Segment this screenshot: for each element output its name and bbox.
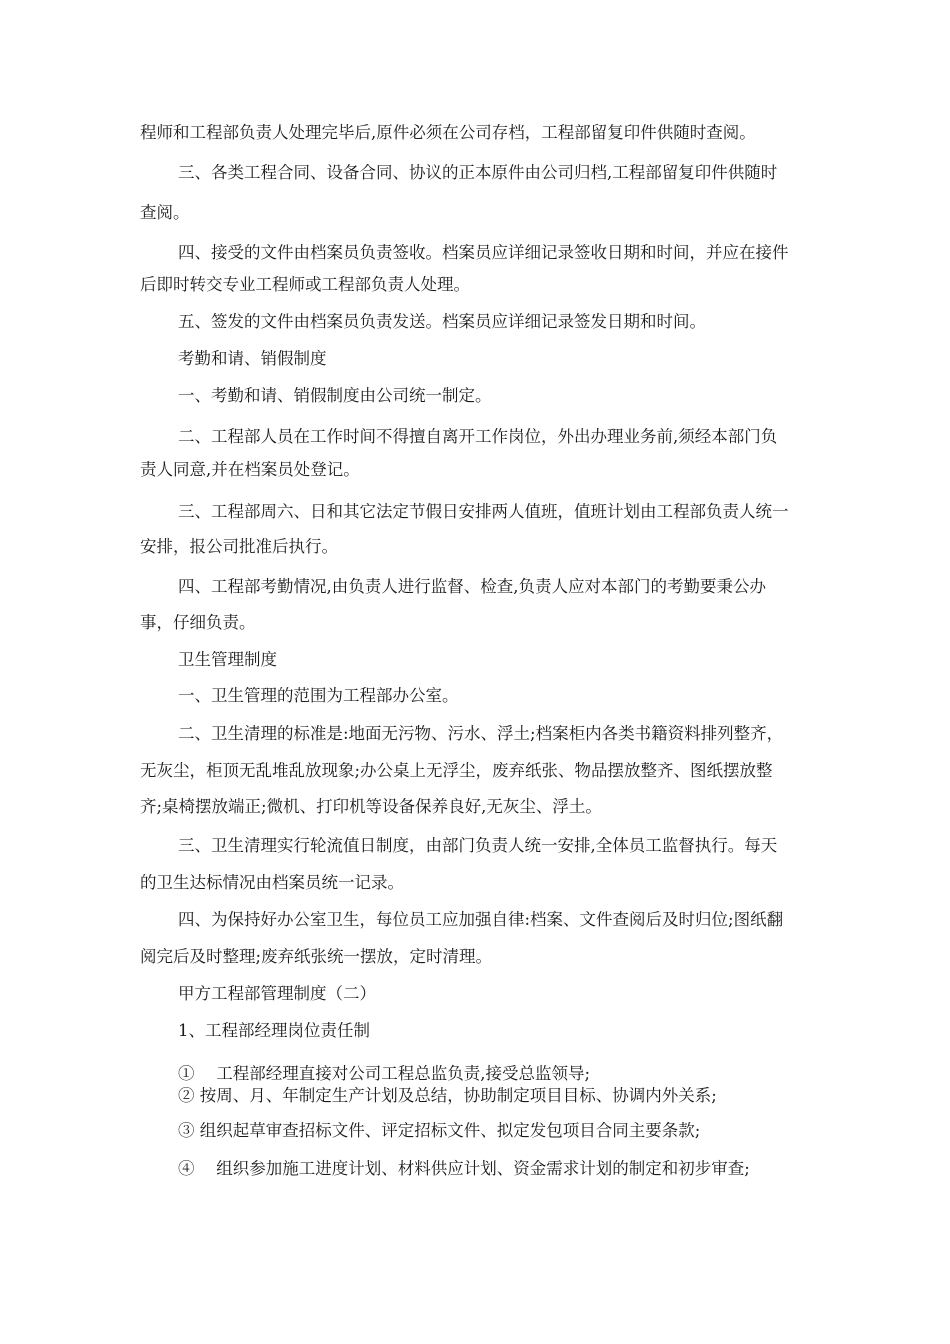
section-heading: 卫生管理制度 bbox=[178, 650, 277, 669]
paragraph-line: 责人同意,并在档案员处登记。 bbox=[140, 460, 360, 479]
section-heading: 甲方工程部管理制度（二） bbox=[178, 984, 376, 1003]
paragraph-line: 四、接受的文件由档案员负责签收。档案员应详细记录签收日期和时间，并应在接件 bbox=[178, 243, 789, 262]
paragraph-line: 二、卫生清理的标准是:地面无污物、污水、浮土;档案柜内各类书籍资料排列整齐， bbox=[178, 724, 784, 743]
paragraph-line: 三、各类工程合同、设备合同、协议的正本原件由公司归档,工程部留复印件供随时 bbox=[178, 163, 778, 182]
paragraph-line: 查阅。 bbox=[140, 203, 190, 222]
section-heading: 考勤和请、销假制度 bbox=[178, 349, 327, 368]
paragraph-line: 安排，报公司批准后执行。 bbox=[140, 537, 338, 556]
list-item: ③ 组织起草审查招标文件、评定招标文件、拟定发包项目合同主要条款; bbox=[178, 1121, 701, 1140]
paragraph-line: 无灰尘，柜顶无乱堆乱放现象;办公桌上无浮尘，废弃纸张、物品摆放整齐、图纸摆放整 bbox=[140, 761, 773, 780]
paragraph-line: 四、工程部考勤情况,由负责人进行监督、检查,负责人应对本部门的考勤要秉公办 bbox=[178, 577, 766, 596]
paragraph-line: 五、签发的文件由档案员负责发送。档案员应详细记录签发日期和时间。 bbox=[178, 312, 706, 331]
paragraph-line: 三、工程部周六、日和其它法定节假日安排两人值班，值班计划由工程部负责人统一 bbox=[178, 502, 789, 521]
paragraph-line: 程师和工程部负责人处理完毕后,原件必须在公司存档，工程部留复印件供随时查阅。 bbox=[140, 123, 756, 142]
paragraph-line: 阅完后及时整理;废弃纸张统一摆放，定时清理。 bbox=[140, 947, 493, 966]
paragraph-line: 一、考勤和请、销假制度由公司统一制定。 bbox=[178, 386, 492, 405]
section-heading: 1、工程部经理岗位责任制 bbox=[178, 1021, 370, 1040]
list-item: ④ 组织参加施工进度计划、材料供应计划、资金需求计划的制定和初步审查; bbox=[178, 1159, 750, 1178]
paragraph-line: 四、为保持好办公室卫生，每位员工应加强自律:档案、文件查阅后及时归位;图纸翻 bbox=[178, 910, 784, 929]
paragraph-line: 事，仔细负责。 bbox=[140, 613, 256, 632]
paragraph-line: 二、工程部人员在工作时间不得擅自离开工作岗位，外出办理业务前,须经本部门负 bbox=[178, 427, 778, 446]
list-item: ① 工程部经理直接对公司工程总监负责,接受总监领导; bbox=[178, 1064, 591, 1083]
paragraph-line: 三、卫生清理实行轮流值日制度，由部门负责人统一安排,全体员工监督执行。每天 bbox=[178, 836, 778, 855]
paragraph-line: 齐;桌椅摆放端正;微机、打印机等设备保养良好,无灰尘、浮土。 bbox=[140, 797, 602, 816]
paragraph-line: 的卫生达标情况由档案员统一记录。 bbox=[140, 873, 404, 892]
list-item: ② 按周、月、年制定生产计划及总结，协助制定项目目标、协调内外关系; bbox=[178, 1086, 717, 1105]
paragraph-line: 后即时转交专业工程师或工程部负责人处理。 bbox=[140, 275, 470, 294]
paragraph-line: 一、卫生管理的范围为工程部办公室。 bbox=[178, 686, 459, 705]
